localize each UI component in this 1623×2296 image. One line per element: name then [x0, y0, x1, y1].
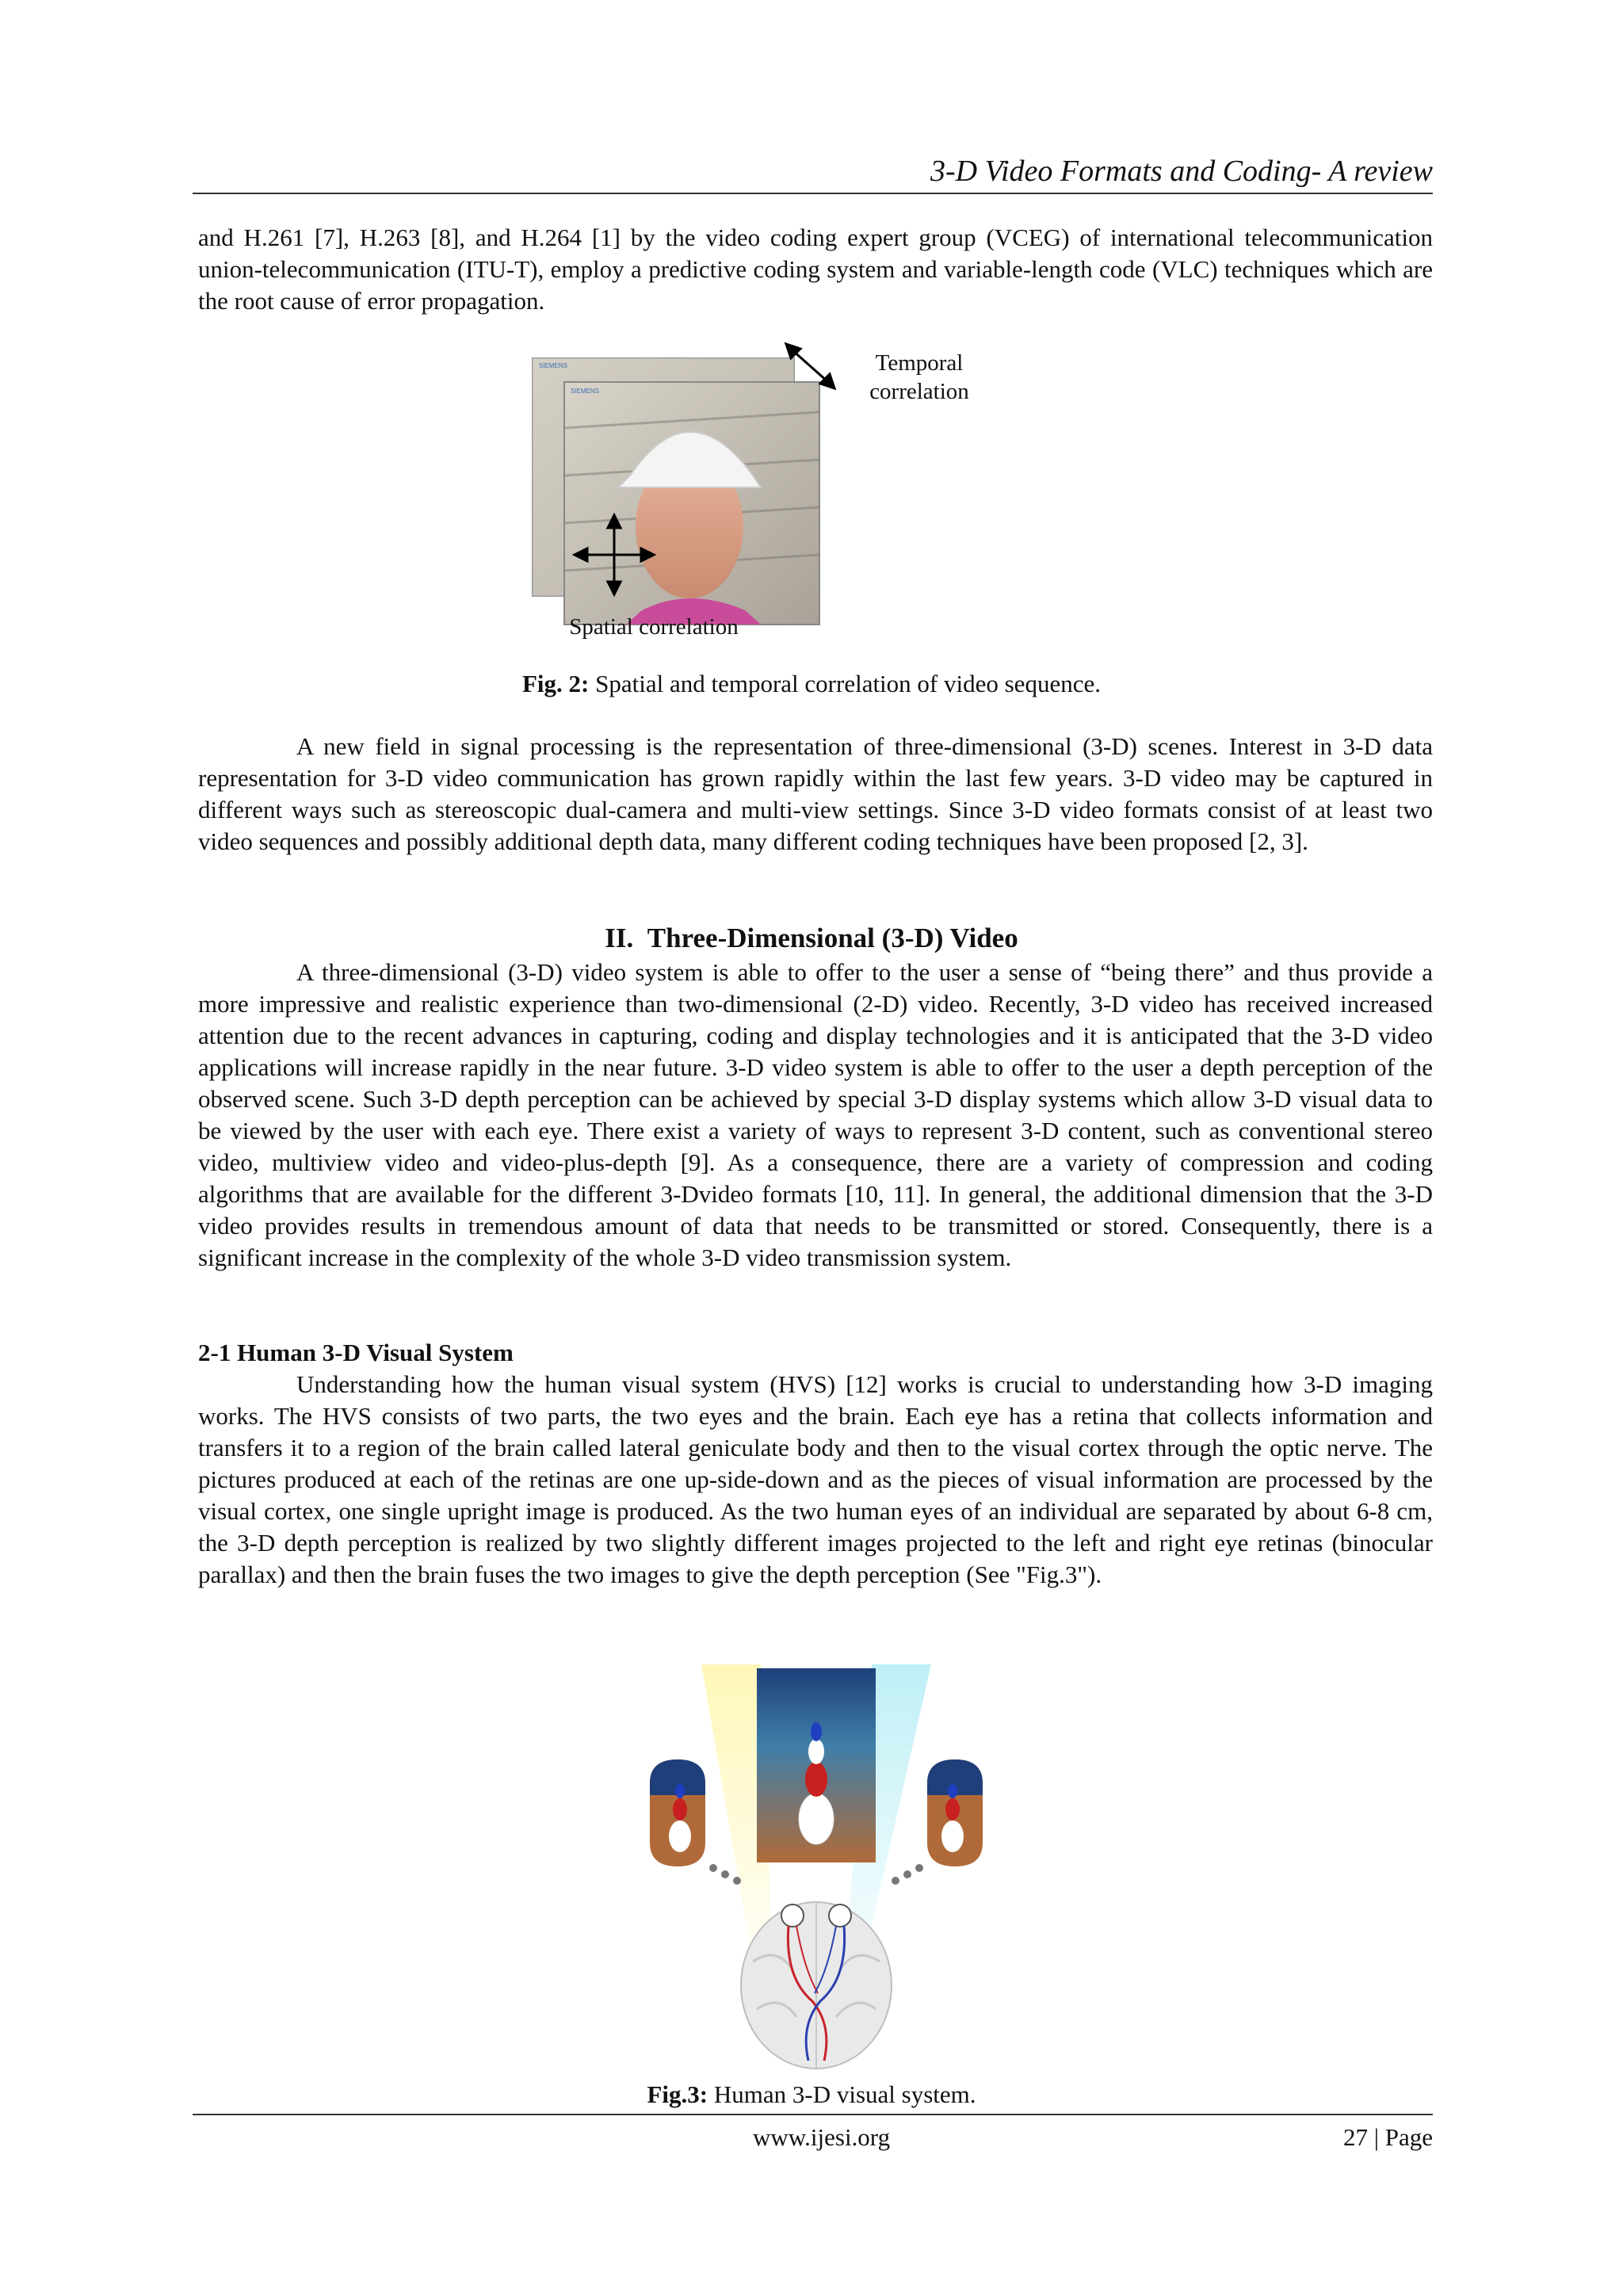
paragraph-hvs: Understanding how the human visual system (HVS) [12] works is crucial to understanding how 3-D imaging works. The HVS consists of two parts, the two eyes and the brain. Each eye has a retina that collects information and transfers it to a region of the brain called lateral geniculate body and then to the visual cortex through the optic nerve. The pictures produced at each of the retinas are one up-side-down and as the pieces of visual information are processed by the visual cortex, one single upright image is produced. As the two human eyes of an individual are separated by about 6-8 cm, the 3-D depth perception is realized by two slightly different images projected to the left and right eye retinas (binocular parallax) and then the brain fuses the two images to give the depth perception (See "Fig.3").	[198, 1370, 1433, 1588]
figure-3-caption-label: Fig.3:	[647, 2080, 708, 2108]
back-frame-logo: SIEMENS	[539, 362, 568, 369]
figure-2-caption	[0, 668, 1623, 700]
section-number: II.	[605, 923, 634, 953]
temporal-label-line1: Temporal	[875, 350, 964, 376]
paragraph-3d-video: A three-dimensional (3-D) video system is able to offer to the user a sense of “being there” and thus provide a more impressive and realistic experience than two-dimensional (2-D) video. Recently, 3-D video has received increased attention due to the recent advances in capturing, coding and display technologies and it is anticipated that the 3-D video applications will increase rapidly in the near future. 3-D video system is able to offer to the user a depth perception of the observed scene. Such 3-D depth perception can be achieved by special 3-D display systems which allow 3-D visual data to be viewed by the user with each eye. There exist a variety of ways to represent 3-D content, such as conventional stereo video, multiview video and video-plus-depth [9]. As a consequence, there are a variety of compression and coding algorithms that are available for the different 3-Dvideo formats [10, 11]. In general, the additional dimension that the 3-D video provides results in tremendous amount of data that needs to be transmitted or stored. Consequently, there is a significant increase in the complexity of the whole 3-D video transmission system.	[198, 958, 1433, 1271]
temporal-correlation-label	[840, 349, 999, 406]
front-frame-logo: SIEMENS	[571, 388, 600, 395]
figure-2-caption-label: Fig. 2:	[522, 670, 590, 697]
section-heading	[0, 921, 1623, 956]
subsection-heading: 2-1 Human 3-D Visual System	[198, 1339, 514, 1366]
right-eye-view	[927, 1759, 983, 1866]
footer-page-number: 27 | Page	[1343, 2123, 1433, 2151]
paragraph-intro: and H.261 [7], H.263 [8], and H.264 [1] by the video coding expert group (VCEG) of international telecommunication union-telecommunication (ITU-T), employ a predictive coding system and variable-length code (VLC) techniques which are the root cause of error propagation.	[198, 223, 1433, 315]
footer-divider	[193, 2114, 1433, 2115]
paragraph-3d-scenes: A new field in signal processing is the representation of three-dimensional (3-D) scenes. Interest in 3-D data representation for 3-D video communication has grown rapidly within the last few years. 3-D video may be captured in different ways such as stereoscopic dual-camera and multi-view settings. Since 3-D video formats consist of at least two video sequences and possibly additional depth data, many different coding techniques have been proposed [2, 3].	[198, 732, 1433, 855]
figure-3-caption	[0, 2079, 1623, 2111]
human-visual-system-illustration	[634, 1660, 999, 2073]
section-title: Three-Dimensional (3-D) Video	[647, 923, 1018, 953]
footer-url: www.ijesi.org	[753, 2123, 891, 2151]
running-title: 3-D Video Formats and Coding- A review	[930, 155, 1433, 188]
header-divider	[193, 193, 1433, 194]
spatial-correlation-label: Spatial correlation	[569, 614, 739, 640]
figure-3-caption-text: Human 3-D visual system.	[708, 2080, 976, 2108]
temporal-label-line2: correlation	[869, 379, 969, 404]
brain	[741, 1902, 892, 2069]
figure-3	[634, 1660, 999, 2073]
figure-2-caption-text: Spatial and temporal correlation of video sequence.	[589, 670, 1101, 697]
left-eye-view	[650, 1759, 705, 1866]
